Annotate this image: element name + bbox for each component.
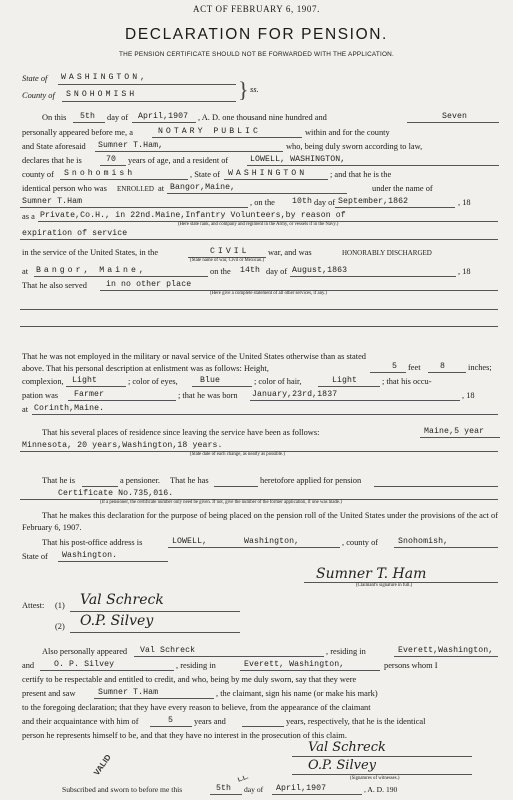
text: State of bbox=[22, 552, 48, 561]
discharge-date: August,1863 bbox=[292, 266, 348, 275]
text: who, being duly sworn according to law, bbox=[286, 142, 423, 151]
ss-label: ss. bbox=[250, 85, 259, 94]
text: , 18 bbox=[462, 391, 475, 400]
text: , 18 bbox=[458, 198, 471, 207]
county-label: County of bbox=[22, 91, 55, 100]
text: a pensioner. bbox=[120, 476, 161, 485]
text: , A. D. 190 bbox=[364, 785, 398, 794]
text: years and bbox=[194, 717, 226, 726]
text: as a bbox=[22, 212, 35, 221]
text: on the bbox=[210, 267, 231, 276]
age-value: 70 bbox=[106, 155, 117, 164]
text: That his post-office address is bbox=[42, 538, 143, 547]
caption-pension: (If a pensioner, the certificate number only need be given. If not, give the number of the former application, if one was made.) bbox=[100, 500, 342, 505]
witness-signature-2: O.P. Silvey bbox=[308, 758, 377, 773]
residences-line2: Minnesota, 20 years,Washington,18 years. bbox=[22, 441, 223, 450]
caption-claimant: (Claimant's signature in full.) bbox=[356, 583, 413, 588]
jurat-day: 5th bbox=[216, 784, 232, 793]
witness-1-name: Val Schreck bbox=[140, 646, 196, 655]
post-town: LOWELL, bbox=[172, 537, 208, 546]
venue-state: WASHINGTON, bbox=[61, 73, 149, 82]
text: That his several places of residence since leaving the service have been as follows: bbox=[42, 428, 320, 437]
text: county of bbox=[22, 170, 54, 179]
enroll-day: 10th bbox=[292, 197, 313, 206]
text: within and for the county bbox=[305, 128, 390, 137]
text: inches; bbox=[468, 363, 492, 372]
complexion-value: Light bbox=[72, 376, 98, 385]
residence-county: Snohomish bbox=[64, 169, 136, 178]
valid-stamp: VALID bbox=[92, 752, 113, 778]
post-state-line1: Washington, bbox=[244, 537, 300, 546]
text: certify to be respectable and entitled to credit, and who, being by me duly sworn, say that they were bbox=[22, 675, 357, 684]
claimant-signature: Sumner T. Ham bbox=[316, 566, 427, 582]
text: Also personally appeared bbox=[42, 647, 128, 656]
discharge-day: 14th bbox=[240, 266, 261, 275]
state-label: State of bbox=[22, 74, 48, 83]
enroll-name: Sumner T.Ham bbox=[22, 197, 83, 206]
text: , the claimant, sign his name (or make his mark) bbox=[216, 689, 378, 698]
pension-certificate: Certificate No.735,016. bbox=[58, 489, 174, 498]
text: , State of bbox=[190, 170, 221, 179]
text: person he represents himself to be, and that they have no interest in the prosecution of this claim. bbox=[22, 731, 347, 740]
birth-place: Corinth,Maine. bbox=[34, 404, 105, 413]
caption-rank: (Here state rank, and company and regiment in the Army, or vessels if in the Navy.) bbox=[178, 222, 339, 227]
text: day of bbox=[107, 113, 129, 122]
text: personally appeared before me, a bbox=[22, 128, 133, 137]
declaration-purpose: That he makes this declaration for the purpose of being placed on the pension roll of the United States under the provisions of the act of February 6, 1907. bbox=[22, 511, 498, 532]
text: heretofore applied for pension bbox=[260, 476, 362, 485]
text: ; color of hair, bbox=[254, 377, 302, 386]
certificate-notice: THE PENSION CERTIFICATE SHOULD NOT BE FORWARDED WITH THE APPLICATION. bbox=[119, 51, 394, 58]
text: years, respectively, that he is the identical bbox=[286, 717, 426, 726]
caption-residence: (State date of each change, as nearly as possible.) bbox=[190, 452, 285, 457]
text: at bbox=[22, 267, 29, 276]
text: , residing in bbox=[176, 661, 216, 670]
text: , on the bbox=[250, 198, 275, 207]
residence-value: LOWELL, WASHINGTON, bbox=[250, 155, 346, 164]
text: ; color of eyes, bbox=[128, 377, 178, 386]
text: at bbox=[22, 405, 29, 414]
text: persons whom I bbox=[384, 661, 438, 670]
stamp-upper: L.L. bbox=[237, 774, 250, 784]
eyes-value: Blue bbox=[200, 376, 221, 385]
caption-war: (State name of war, Civil or Mexican.) bbox=[190, 258, 265, 263]
text: declares that he is bbox=[22, 156, 82, 165]
post-county: Snohomish, bbox=[398, 537, 449, 546]
text: complexion, bbox=[22, 377, 64, 386]
text: That he is bbox=[42, 476, 76, 485]
text: and bbox=[22, 661, 35, 670]
occupation-value: Farmer bbox=[74, 390, 105, 399]
act-heading: ACT OF FEBRUARY 6, 1907. bbox=[193, 4, 320, 14]
post-state: Washington. bbox=[62, 551, 118, 560]
text: That he has bbox=[170, 476, 209, 485]
text: pation was bbox=[22, 391, 59, 400]
text: under the name of bbox=[372, 184, 433, 193]
witness-2-place: Everett, Washington, bbox=[244, 660, 345, 669]
caption-other-service: (Here give a complete statement of all other services, if any.) bbox=[210, 291, 327, 296]
text: and their acquaintance with him of bbox=[22, 717, 139, 726]
caption-witnesses: (Signatures of witnesses.) bbox=[350, 776, 400, 781]
enrolled-caps: ENROLLED bbox=[117, 185, 154, 193]
hair-value: Light bbox=[332, 376, 358, 385]
brace: } bbox=[238, 77, 249, 102]
jurat-text: Subscribed and sworn to before me this bbox=[62, 785, 183, 794]
text: ; that his occu- bbox=[382, 377, 432, 386]
other-service: in no other place bbox=[106, 280, 192, 289]
text: , residing in bbox=[326, 647, 366, 656]
enroll-place: Bangor,Maine, bbox=[170, 183, 236, 192]
residences-line1: Maine,5 year bbox=[424, 427, 485, 436]
witness-signature-1: Val Schreck bbox=[308, 740, 386, 755]
attest-signature-1: Val Schreck bbox=[80, 592, 164, 608]
enroll-date: September,1862 bbox=[338, 197, 409, 206]
witness-1-place: Everett,Washington, bbox=[398, 646, 494, 655]
residence-state: WASHINGTON bbox=[228, 169, 308, 178]
text: identical person who was bbox=[22, 184, 107, 193]
jurat-month: April,1907 bbox=[276, 784, 327, 793]
text: day of bbox=[244, 785, 264, 794]
height-inches: 8 bbox=[440, 362, 446, 371]
unit-value: Private,Co.H., in 22nd.Maine,Infantry Volunteers,by reason of bbox=[40, 211, 346, 220]
text: On this bbox=[42, 113, 67, 122]
text: , county of bbox=[342, 538, 379, 547]
claimant-name: Sumner T.Ham, bbox=[98, 141, 164, 150]
day-value: 5th bbox=[80, 112, 96, 121]
text: at bbox=[158, 184, 165, 193]
text: , A. D. one thousand nine hundred and bbox=[198, 113, 327, 122]
text: to the foregoing declaration; that they have every reason to believe, from the appearance of the claimant bbox=[22, 703, 371, 712]
attest-number-2: (2) bbox=[55, 622, 65, 631]
acquaintance-years: 5 bbox=[168, 716, 174, 725]
attest-signature-2: O.P. Silvey bbox=[80, 613, 154, 629]
text: day of bbox=[266, 267, 288, 276]
discharge-reason: expiration of service bbox=[22, 229, 128, 238]
attest-label: Attest: bbox=[22, 601, 45, 610]
attest-number-1: (1) bbox=[55, 601, 65, 610]
text: day of bbox=[314, 198, 336, 207]
month-value: April,1907 bbox=[138, 112, 189, 121]
text: in the service of the United States, in the bbox=[22, 248, 159, 257]
text: and State aforesaid bbox=[22, 142, 86, 151]
height-feet: 5 bbox=[392, 362, 398, 371]
venue-county: SNOHOMISH bbox=[66, 90, 138, 99]
year-words: Seven bbox=[442, 112, 468, 121]
text: That he also served bbox=[22, 281, 87, 290]
discharged-caps: HONORABLY DISCHARGED bbox=[342, 249, 432, 257]
discharge-place: Bangor, Maine, bbox=[36, 266, 147, 275]
text: , 18 bbox=[458, 267, 471, 276]
birth-date: January,23rd,1837 bbox=[252, 390, 338, 399]
employment-paragraph: That he was not employed in the military or naval service of the United States otherwise than as stated above. That his personal description at enlistment was as follows: Height, bbox=[22, 352, 366, 373]
war-value: CIVIL bbox=[210, 247, 250, 256]
page-title: DECLARATION FOR PENSION. bbox=[125, 26, 388, 43]
text: war, and was bbox=[268, 248, 312, 257]
witness-2-name: O. P. Silvey bbox=[54, 660, 115, 669]
text: present and saw bbox=[22, 689, 76, 698]
text: ; and that he is the bbox=[330, 170, 392, 179]
text: feet bbox=[408, 363, 421, 372]
witness-claimant-name: Sumner T.Ham bbox=[98, 688, 159, 697]
officer-title: NOTARY PUBLIC bbox=[158, 127, 261, 136]
text: years of age, and a resident of bbox=[128, 156, 229, 165]
text: ; that he was born bbox=[178, 391, 238, 400]
